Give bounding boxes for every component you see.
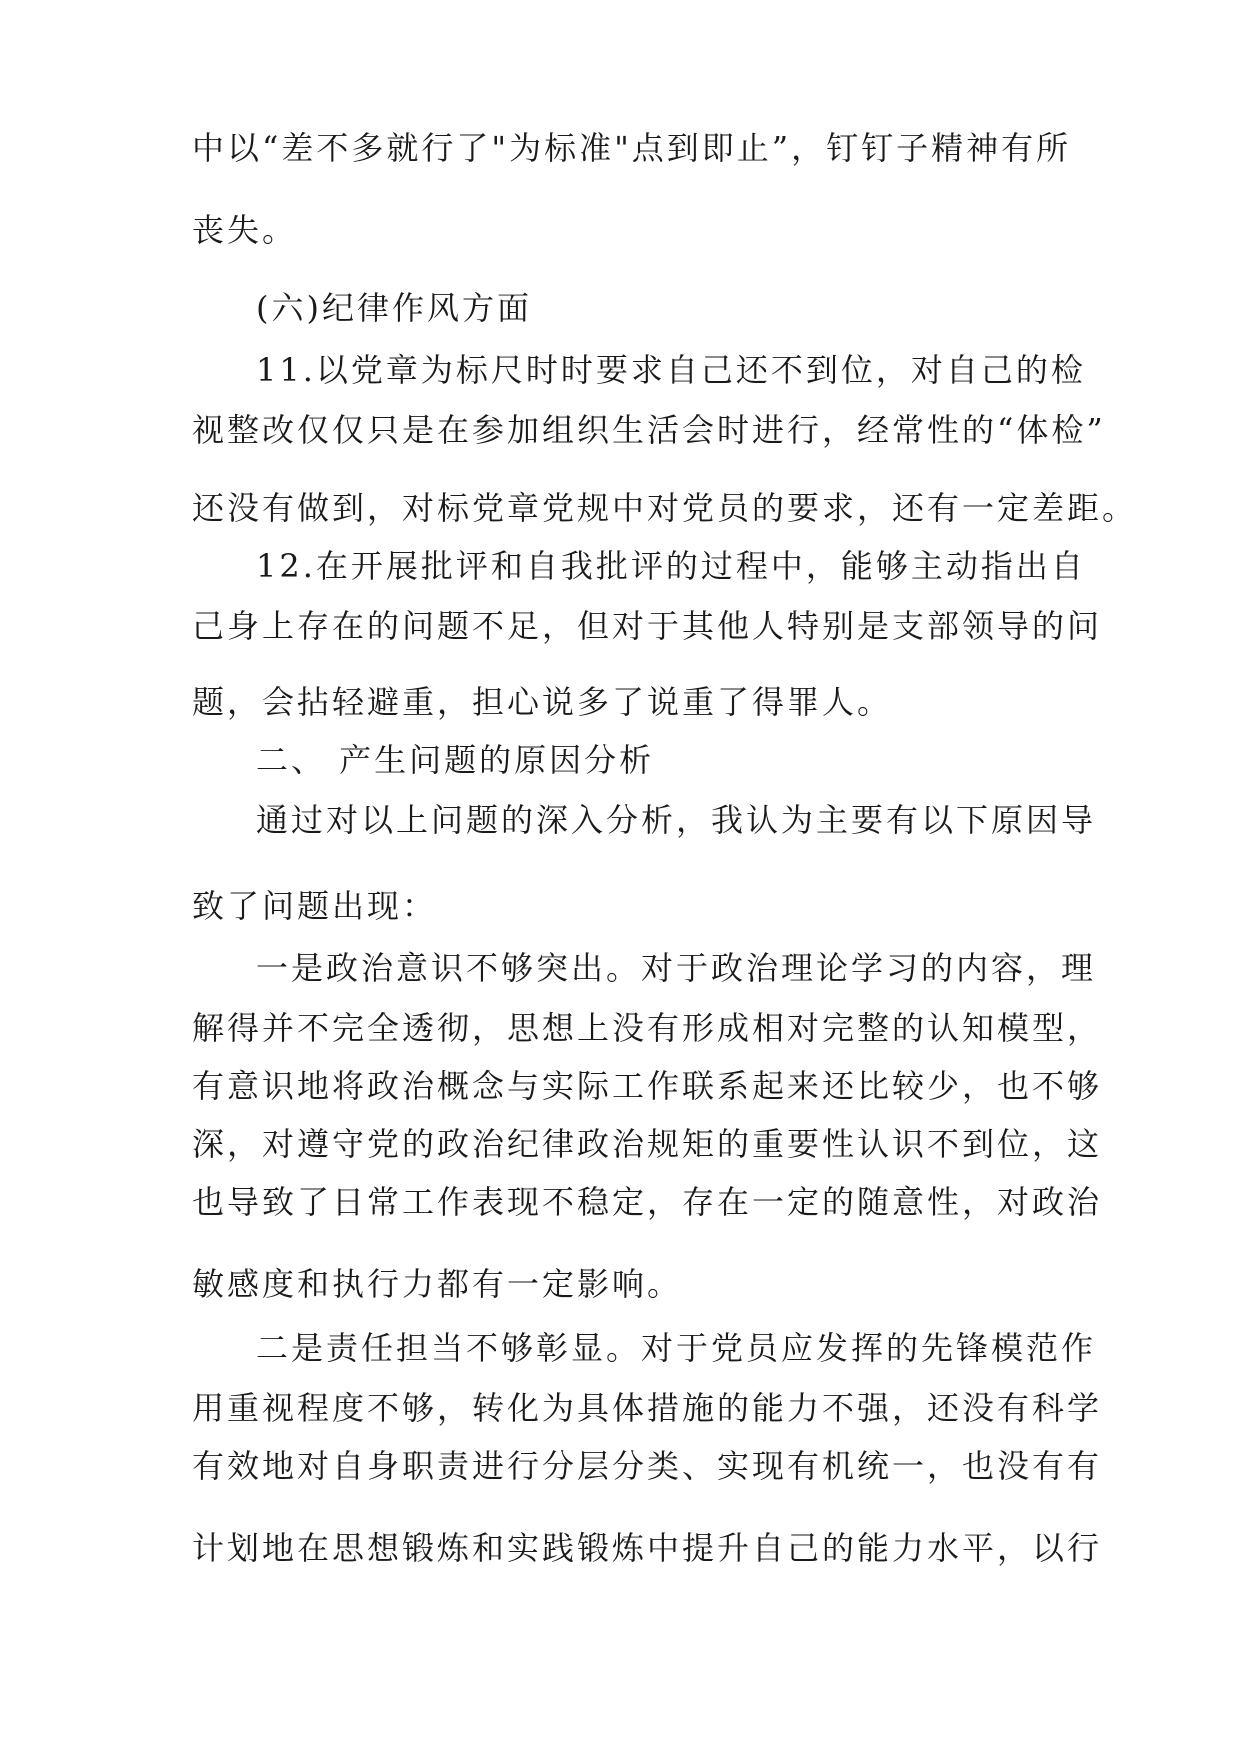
text-line: 深，对遵守党的政治纪律政治规矩的重要性认识不到位，这 <box>192 1125 1103 1163</box>
text-line: 己身上存在的问题不足，但对于其他人特别是支部领导的问 <box>192 607 1103 645</box>
text-line: 丧失。 <box>192 211 298 249</box>
text-line: 敏感度和执行力都有一定影响。 <box>192 1265 683 1303</box>
text-line: 有效地对自身职责进行分层分类、实现有机统一，也没有有 <box>192 1447 1103 1485</box>
text-line: 12.在开展批评和自我批评的过程中，能够主动指出自 <box>256 547 1086 585</box>
text-line: 计划地在思想锻炼和实践锻炼中提升自己的能力水平，以行 <box>192 1529 1103 1567</box>
text-line: 视整改仅仅只是在参加组织生活会时进行，经常性的“体检” <box>192 411 1106 449</box>
text-line: 11.以党章为标尺时时要求自己还不到位，对自己的检 <box>256 351 1086 389</box>
text-line: 一是政治意识不够突出。对于政治理论学习的内容，理 <box>256 949 1097 987</box>
text-line: 还没有做到，对标党章党规中对党员的要求，还有一定差距。 <box>192 489 1138 527</box>
text-line: 题，会拈轻避重，担心说多了说重了得罪人。 <box>192 683 893 721</box>
text-line: 二是责任担当不够彰显。对于党员应发挥的先锋模范作 <box>256 1329 1097 1367</box>
text-line: 通过对以上问题的深入分析，我认为主要有以下原因导 <box>256 801 1097 839</box>
text-line: 有意识地将政治概念与实际工作联系起来还比较少，也不够 <box>192 1067 1103 1105</box>
text-line: 中以“差不多就行了"为标准"点到即止”，钉钉子精神有所 <box>192 129 1072 167</box>
text-line: 用重视程度不够，转化为具体措施的能力不强，还没有科学 <box>192 1389 1103 1427</box>
text-line: 致了问题出现： <box>192 887 438 925</box>
section-heading: 二、 产生问题的原因分析 <box>256 741 655 779</box>
section-heading: (六)纪律作风方面 <box>256 289 532 327</box>
text-line: 解得并不完全透彻，思想上没有形成相对完整的认知模型， <box>192 1009 1103 1047</box>
text-line: 也导致了日常工作表现不稳定，存在一定的随意性，对政治 <box>192 1183 1103 1221</box>
